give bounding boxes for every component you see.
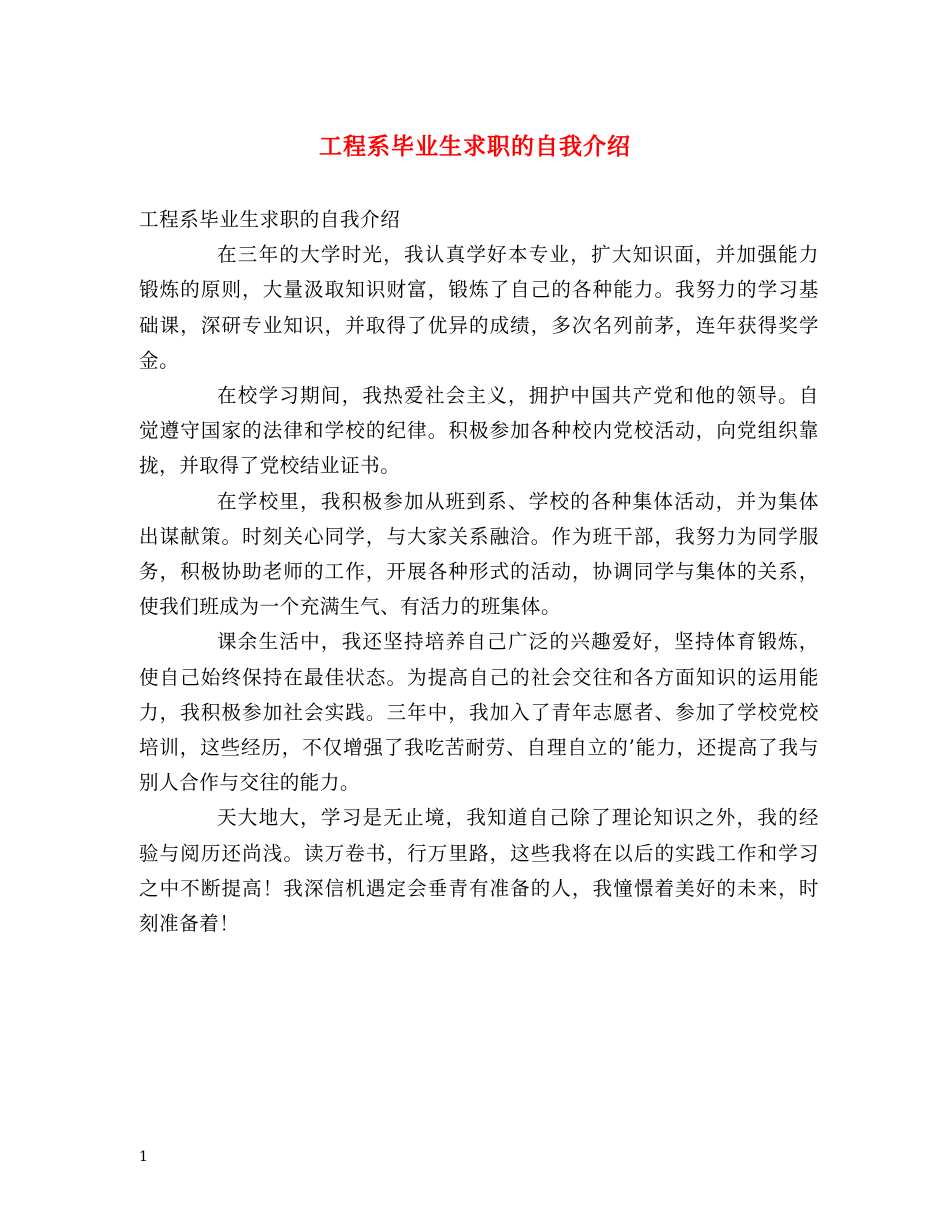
paragraph-1: 在三年的大学时光，我认真学好本专业，扩大知识面，并加强能力锻炼的原则，大量汲取知识财富，锻炼了自己的各种能力。我努力的学习基础课，深研专业知识，并取得了优异的成绩，多次名列前茅，连年获得奖学金。 xyxy=(139,243,819,372)
paragraph-3: 在学校里，我积极参加从班到系、学校的各种集体活动，并为集体出谋献策。时刻关心同学，与大家关系融洽。作为班干部，我努力为同学服务，积极协助老师的工作，开展各种形式的活动，协调同学与集体的关系，使我们班成为一个充满生气、有活力的班集体。 xyxy=(139,489,819,619)
paragraph-4: 课余生活中，我还坚持培养自己广泛的兴趣爱好，坚持体育锻炼，使自己始终保持在最佳状态。为提高自己的社会交往和各方面知识的运用能力，我积极参加社会实践。三年中，我加入了青年志愿者、参加了学校党校培训，这些经历，不仅增强了我吃苦耐劳、自理自立的’能力，还提高了我与别人合作与交往的能力。 xyxy=(139,630,819,795)
paragraph-2: 在校学习期间，我热爱社会主义，拥护中国共产党和他的领导。自觉遵守国家的法律和学校的纪律。积极参加各种校内党校活动，向党组织靠拢，并取得了党校结业证书。 xyxy=(139,384,819,478)
document-title: 工程系毕业生求职的自我介绍 xyxy=(319,133,631,160)
document-subtitle: 工程系毕业生求职的自我介绍 xyxy=(139,208,401,231)
paragraph-5: 天大地大，学习是无止境，我知道自己除了理论知识之外，我的经验与阅历还尚浅。读万卷书，行万里路，这些我将在以后的实践工作和学习之中不断提高！我深信机遇定会垂青有准备的人，我憧憬着美好的未来，时刻准备着！ xyxy=(139,806,819,936)
page-number: 1 xyxy=(139,1149,148,1165)
document-body xyxy=(139,202,819,941)
